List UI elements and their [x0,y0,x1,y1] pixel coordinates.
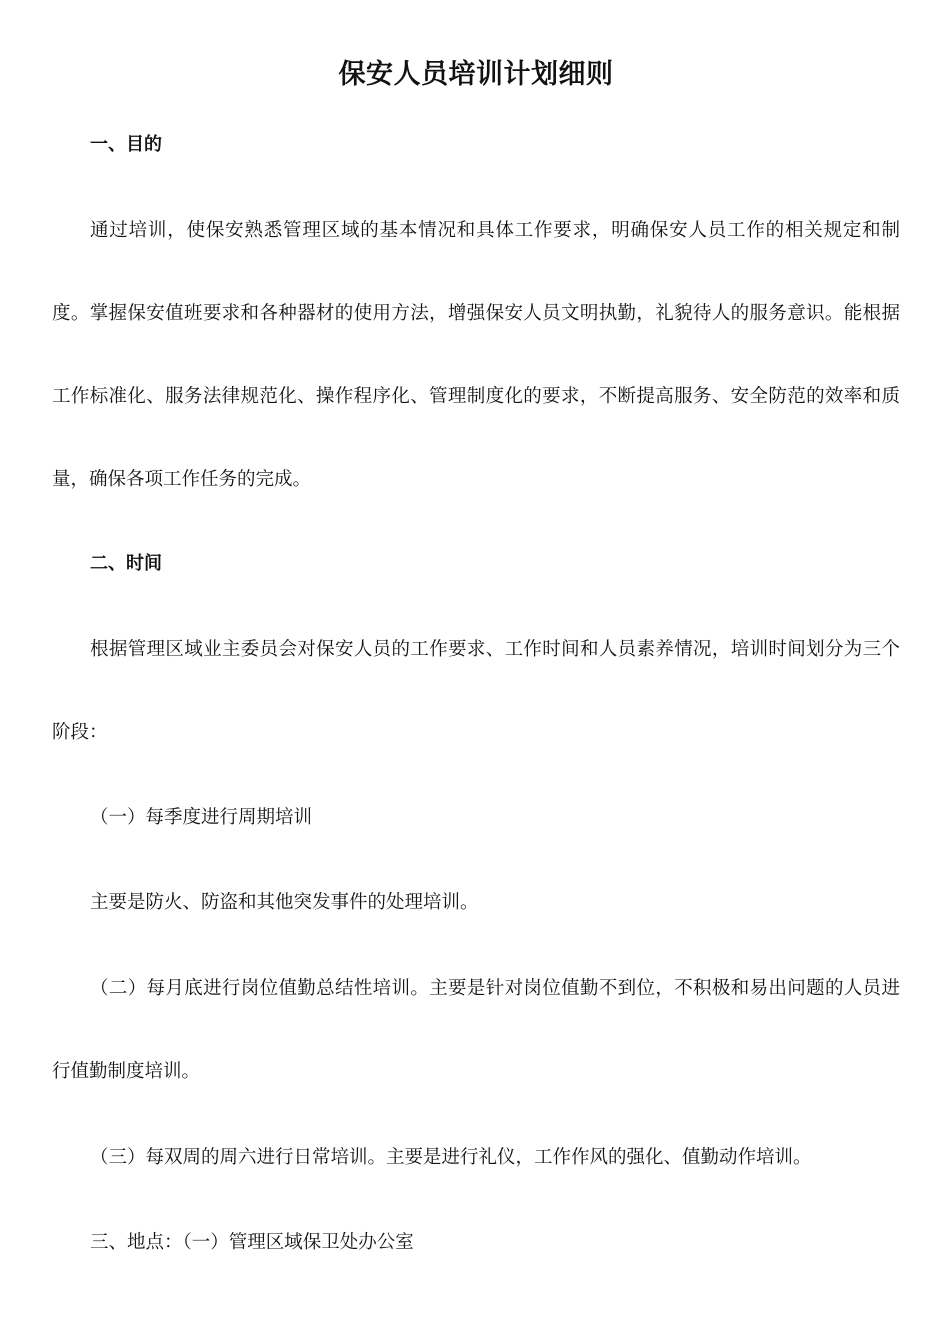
section-heading-purpose: 一、目的 [90,134,162,155]
time-item-2-paragraph: （二）每月底进行岗位值勤总结性培训。主要是针对岗位值勤不到位，不积极和易出问题的人员进行值勤制度培训。 [52,978,900,1082]
section-heading-time: 二、时间 [90,553,162,574]
time-item-3-paragraph: （三）每双周的周六进行日常培训。主要是进行礼仪，工作作风的强化、值勤动作培训。 [90,1147,812,1168]
location-line: 三、地点：（一）管理区域保卫处办公室 [90,1232,414,1253]
document-title: 保安人员培训计划细则 [338,59,614,90]
time-item-1-body: 主要是防火、防盗和其他突发事件的处理培训。 [90,892,479,913]
purpose-paragraph: 通过培训，使保安熟悉管理区域的基本情况和具体工作要求，明确保安人员工作的相关规定和制度。掌握保安值班要求和各种器材的使用方法，增强保安人员文明执勤，礼貌待人的服务意识。能根据工作标准化、服务法律规范化、操作程序化、管理制度化的要求，不断提高服务、安全防范的效率和质量，确保各项工作任务的完成。 [52,220,900,490]
time-intro-paragraph: 根据管理区域业主委员会对保安人员的工作要求、工作时间和人员素养情况，培训时间划分为三个阶段： [52,639,900,743]
time-item-1-title: （一）每季度进行周期培训 [90,807,313,828]
